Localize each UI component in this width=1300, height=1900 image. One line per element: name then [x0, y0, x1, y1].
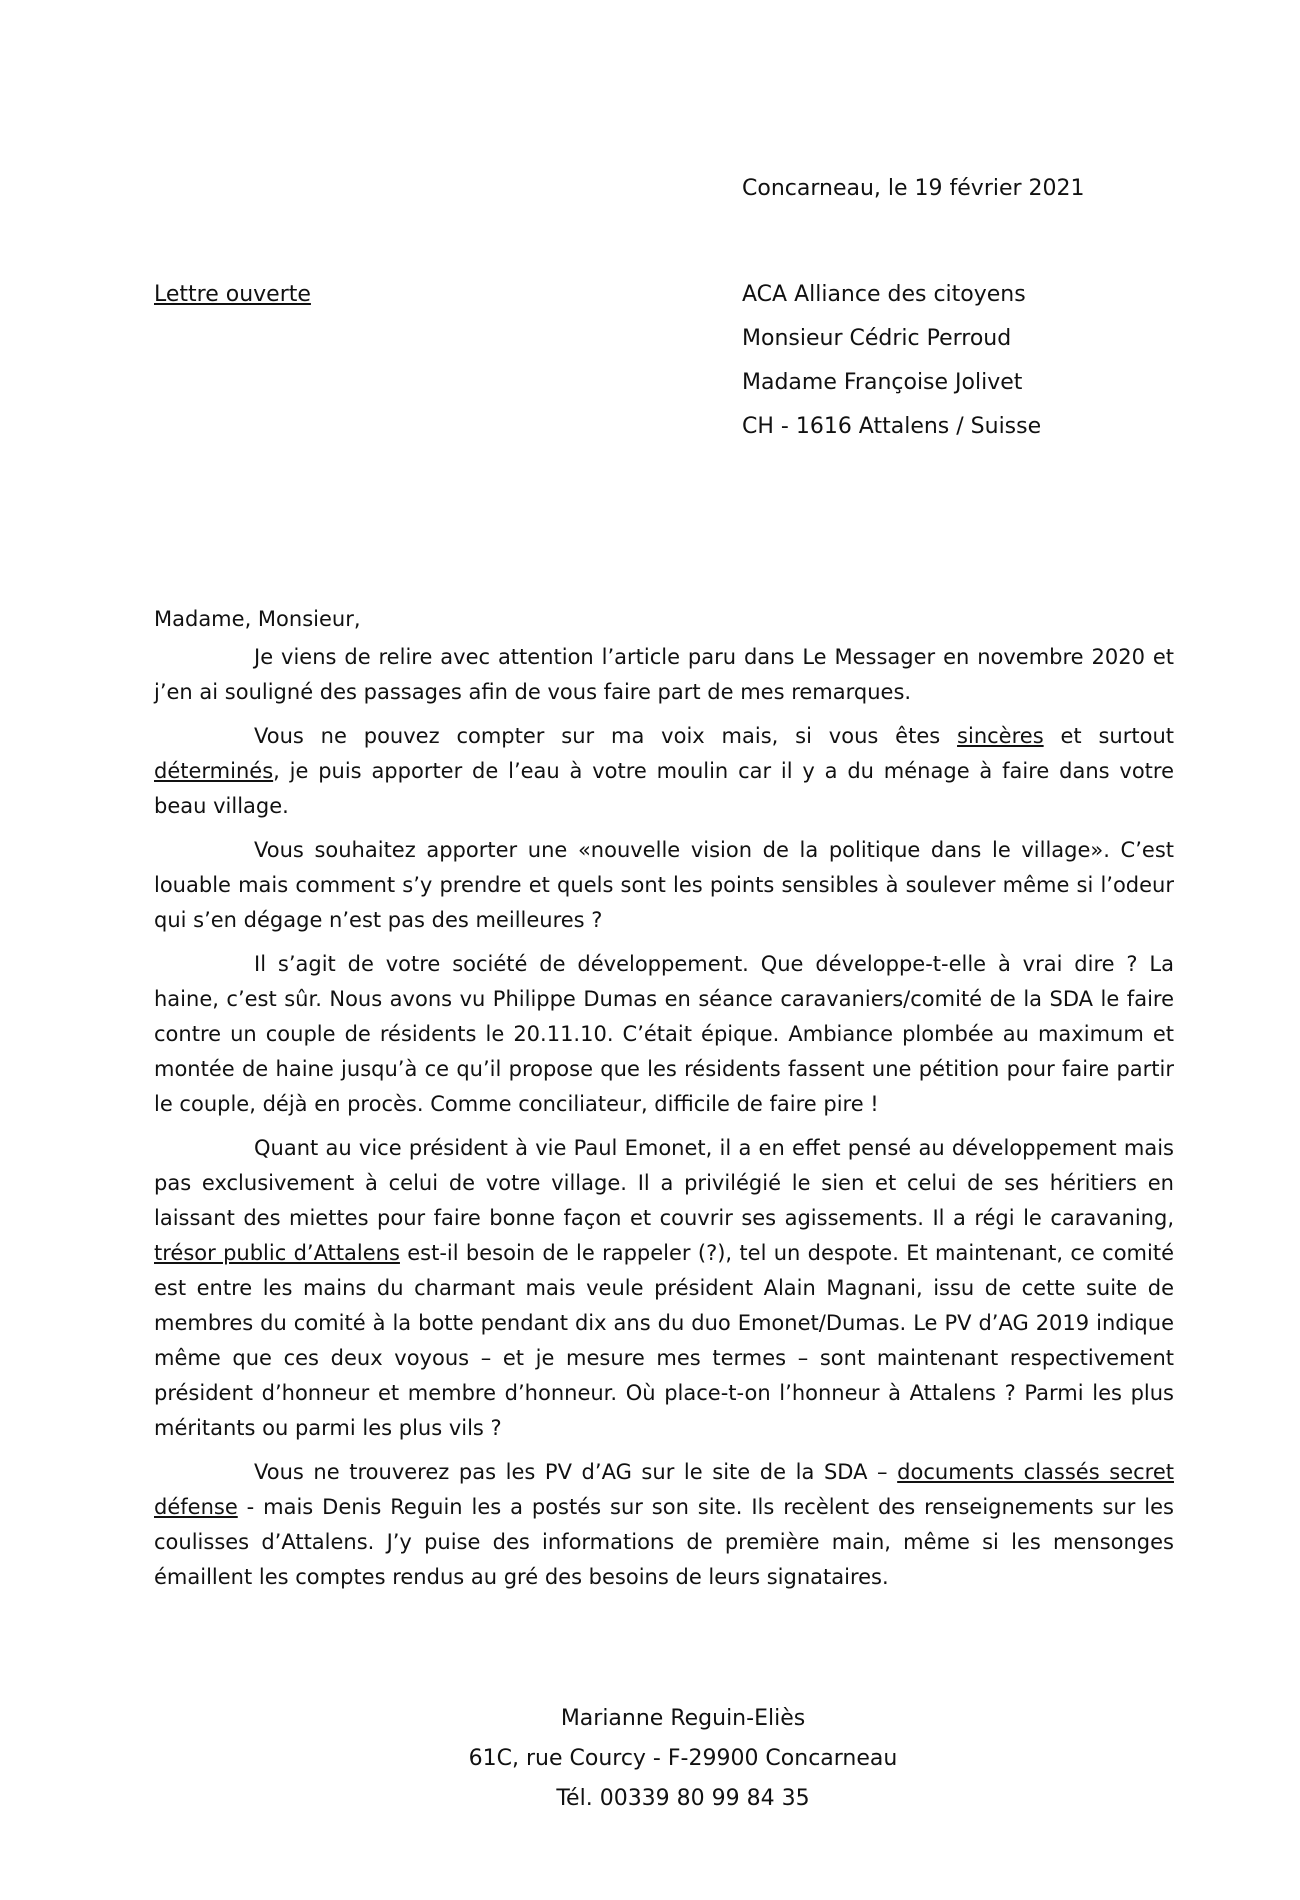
paragraph-6-text-b: - mais Denis Reguin les a postés sur son site. Ils recèlent des renseignements sur les coulisses d’Attalens. J’y puise des informations de première main, même si les mensonges émaillent les comptes rendus au gré des besoins de leurs signataires.: [154, 1495, 1174, 1589]
underlined-determines: déterminés: [154, 759, 274, 783]
recipient-name-2: Madame Françoise Jolivet: [742, 370, 1023, 395]
paragraph-6-text-a: Vous ne trouverez pas les PV d’AG sur le site de la SDA –: [254, 1460, 898, 1484]
paragraph-5-text-a: Quant au vice président à vie Paul Emonet, il a en effet pensé au développement mais pas exclusivement à celui de votre village. Il a privilégié le sien et celui de ses héritiers en laissant des miettes pour faire bonne façon et couvrir ses agissements. Il a régi le caravaning,: [154, 1136, 1174, 1230]
letter-date: Concarneau, le 19 février 2021: [742, 176, 1085, 201]
letter-type-label: Lettre ouverte: [154, 282, 311, 307]
signature-block: [0, 1704, 1300, 1824]
underlined-tresor-public: trésor public d’Attalens: [154, 1241, 400, 1265]
signature-address: 61C, rue Courcy - F-29900 Concarneau: [468, 1746, 898, 1771]
paragraph-6: [154, 1455, 1174, 1595]
letter-body: [154, 602, 1174, 1604]
recipient-name-1: Monsieur Cédric Perroud: [742, 326, 1012, 351]
paragraph-1: Je viens de relire avec attention l’article paru dans Le Messager en novembre 2020 et j’en ai souligné des passages afin de vous faire part de mes remarques.: [154, 645, 1174, 704]
signature-name: Marianne Reguin-Eliès: [560, 1706, 806, 1731]
recipient-address-block: [742, 280, 1041, 456]
paragraph-5-text-b: est-il besoin de le rappeler (?), tel un despote. Et maintenant, ce comité est entre les mains du charmant mais veule président Alain Magnani, issu de cette suite de membres du comité à la botte pendant dix ans du duo Emonet/Dumas. Le PV d’AG 2019 indique même que ces deux voyous – et je mesure mes termes – sont maintenant respectivement président d’honneur et membre d’honneur. Où place-t-on l’honneur à Attalens ? Parmi les plus méritants ou parmi les plus vils ?: [154, 1241, 1174, 1440]
paragraph-3: Vous souhaitez apporter une «nouvelle vision de la politique dans le village». C’est louable mais comment s’y prendre et quels sont les points sensibles à soulever même si l’odeur qui s’en dégage n’est pas des meilleures ?: [154, 838, 1174, 932]
recipient-location: CH - 1616 Attalens / Suisse: [742, 414, 1042, 439]
underlined-sinceres: sincères: [957, 724, 1044, 748]
salutation: Madame, Monsieur,: [154, 607, 361, 631]
paragraph-2: [154, 719, 1174, 824]
paragraph-2-text-a: Vous ne pouvez compter sur ma voix mais, si vous êtes: [254, 724, 958, 748]
paragraph-4: Il s’agit de votre société de développement. Que développe-t-elle à vrai dire ? La haine, c’est sûr. Nous avons vu Philippe Dumas en séance caravaniers/comité de la SDA le faire contre un couple de résidents le 20.11.10. C’était épique. Ambiance plombée au maximum et montée de haine jusqu’à ce qu’il propose que les résidents fassent une pétition pour faire partir le couple, déjà en procès. Comme conciliateur, difficile de faire pire !: [154, 952, 1174, 1116]
underlined-documents-classes: documents classés secret défense: [154, 1460, 1174, 1519]
paragraph-5: [154, 1131, 1174, 1446]
paragraph-2-text-b: et surtout: [1043, 724, 1174, 748]
signature-phone: Tél. 00339 80 99 84 35: [556, 1786, 810, 1811]
recipient-organization: ACA Alliance des citoyens: [742, 282, 1026, 307]
paragraph-2-text-c: , je puis apporter de l’eau à votre moulin car il y a du ménage à faire dans votre beau village.: [154, 759, 1174, 818]
